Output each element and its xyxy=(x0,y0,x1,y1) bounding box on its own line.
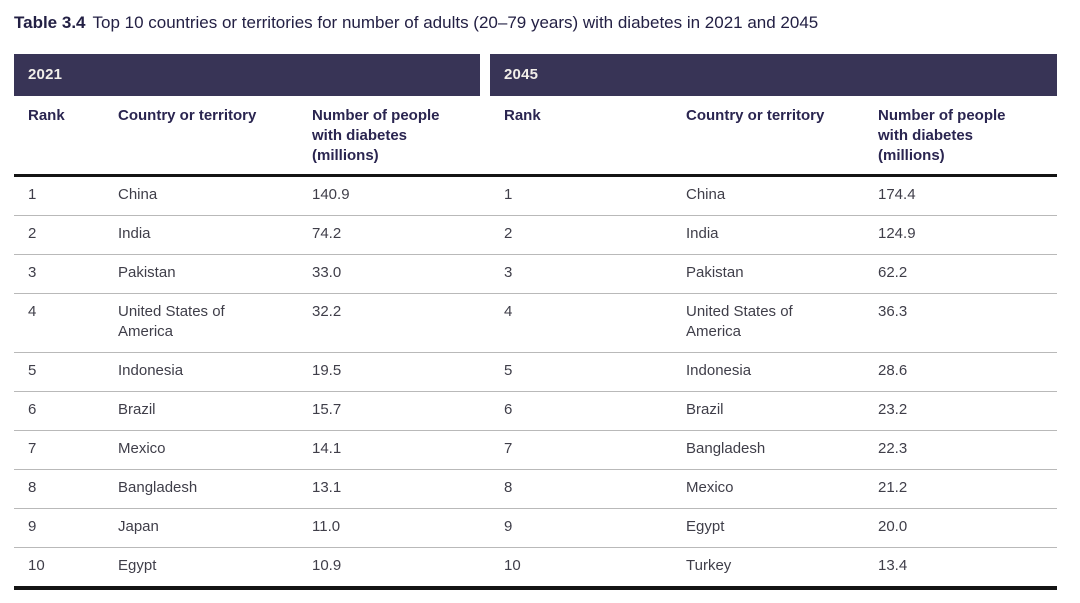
col-header-number-2021: Number of people with diabetes (millions) xyxy=(298,96,490,176)
country-2045: Turkey xyxy=(672,548,864,589)
year-label-2021: 2021 xyxy=(14,54,480,96)
value-2045: 22.3 xyxy=(864,431,1057,470)
value-2021: 33.0 xyxy=(298,255,490,294)
country-2045: Mexico xyxy=(672,470,864,509)
year-label-2045: 2045 xyxy=(490,54,1057,96)
year-band-2021 xyxy=(14,54,490,96)
value-2045: 28.6 xyxy=(864,353,1057,392)
rank-2045: 10 xyxy=(490,548,672,589)
col-header-rank-2045: Rank xyxy=(490,96,672,176)
table-row xyxy=(14,470,1057,509)
table-row xyxy=(14,294,1057,353)
value-2045: 20.0 xyxy=(864,509,1057,548)
value-2045: 174.4 xyxy=(864,176,1057,216)
value-2021: 13.1 xyxy=(298,470,490,509)
table-row xyxy=(14,216,1057,255)
table-row xyxy=(14,509,1057,548)
value-2021: 140.9 xyxy=(298,176,490,216)
value-2045: 21.2 xyxy=(864,470,1057,509)
year-band-2045 xyxy=(490,54,1057,96)
country-2045: Brazil xyxy=(672,392,864,431)
table-row xyxy=(14,176,1057,216)
rank-2021: 7 xyxy=(14,431,104,470)
diabetes-top10-table xyxy=(14,54,1057,590)
rank-2045: 9 xyxy=(490,509,672,548)
value-2021: 15.7 xyxy=(298,392,490,431)
value-2045: 124.9 xyxy=(864,216,1057,255)
table-caption xyxy=(14,12,1066,34)
country-2021: Bangladesh xyxy=(104,470,298,509)
rank-2045: 6 xyxy=(490,392,672,431)
column-header-row xyxy=(14,96,1057,176)
value-2021: 32.2 xyxy=(298,294,490,353)
rank-2021: 2 xyxy=(14,216,104,255)
rank-2045: 2 xyxy=(490,216,672,255)
rank-2045: 5 xyxy=(490,353,672,392)
value-2021: 74.2 xyxy=(298,216,490,255)
value-2045: 36.3 xyxy=(864,294,1057,353)
rank-2021: 8 xyxy=(14,470,104,509)
value-2045: 62.2 xyxy=(864,255,1057,294)
table-row xyxy=(14,392,1057,431)
col-header-country-2045: Country or territory xyxy=(672,96,864,176)
value-2021: 19.5 xyxy=(298,353,490,392)
rank-2021: 3 xyxy=(14,255,104,294)
value-2021: 10.9 xyxy=(298,548,490,589)
rank-2021: 5 xyxy=(14,353,104,392)
rank-2021: 4 xyxy=(14,294,104,353)
col-header-rank-2021: Rank xyxy=(14,96,104,176)
table-row xyxy=(14,548,1057,589)
country-2045: Indonesia xyxy=(672,353,864,392)
rank-2021: 10 xyxy=(14,548,104,589)
table-row xyxy=(14,255,1057,294)
rank-2045: 3 xyxy=(490,255,672,294)
country-2045: Egypt xyxy=(672,509,864,548)
country-2021: China xyxy=(104,176,298,216)
year-band-row xyxy=(14,54,1057,96)
country-2045: Bangladesh xyxy=(672,431,864,470)
country-2045: United States of America xyxy=(672,294,864,353)
country-2021: Brazil xyxy=(104,392,298,431)
value-2021: 11.0 xyxy=(298,509,490,548)
table-row xyxy=(14,353,1057,392)
rank-2045: 1 xyxy=(490,176,672,216)
table-caption-text: Top 10 countries or territories for number of adults (20–79 years) with diabetes in 2021 and 2045 xyxy=(92,13,819,32)
country-2021: Indonesia xyxy=(104,353,298,392)
rank-2021: 6 xyxy=(14,392,104,431)
country-2021: Mexico xyxy=(104,431,298,470)
rank-2045: 7 xyxy=(490,431,672,470)
country-2021: United States of America xyxy=(104,294,298,353)
col-header-country-2021: Country or territory xyxy=(104,96,298,176)
table-row xyxy=(14,431,1057,470)
country-2021: Egypt xyxy=(104,548,298,589)
rank-2021: 1 xyxy=(14,176,104,216)
country-2021: Japan xyxy=(104,509,298,548)
table-caption-number: Table 3.4 xyxy=(14,13,86,32)
col-header-number-2045: Number of people with diabetes (millions) xyxy=(864,96,1057,176)
country-2045: India xyxy=(672,216,864,255)
rank-2045: 8 xyxy=(490,470,672,509)
country-2045: Pakistan xyxy=(672,255,864,294)
value-2021: 14.1 xyxy=(298,431,490,470)
value-2045: 13.4 xyxy=(864,548,1057,589)
country-2045: China xyxy=(672,176,864,216)
rank-2045: 4 xyxy=(490,294,672,353)
country-2021: Pakistan xyxy=(104,255,298,294)
country-2021: India xyxy=(104,216,298,255)
rank-2021: 9 xyxy=(14,509,104,548)
value-2045: 23.2 xyxy=(864,392,1057,431)
